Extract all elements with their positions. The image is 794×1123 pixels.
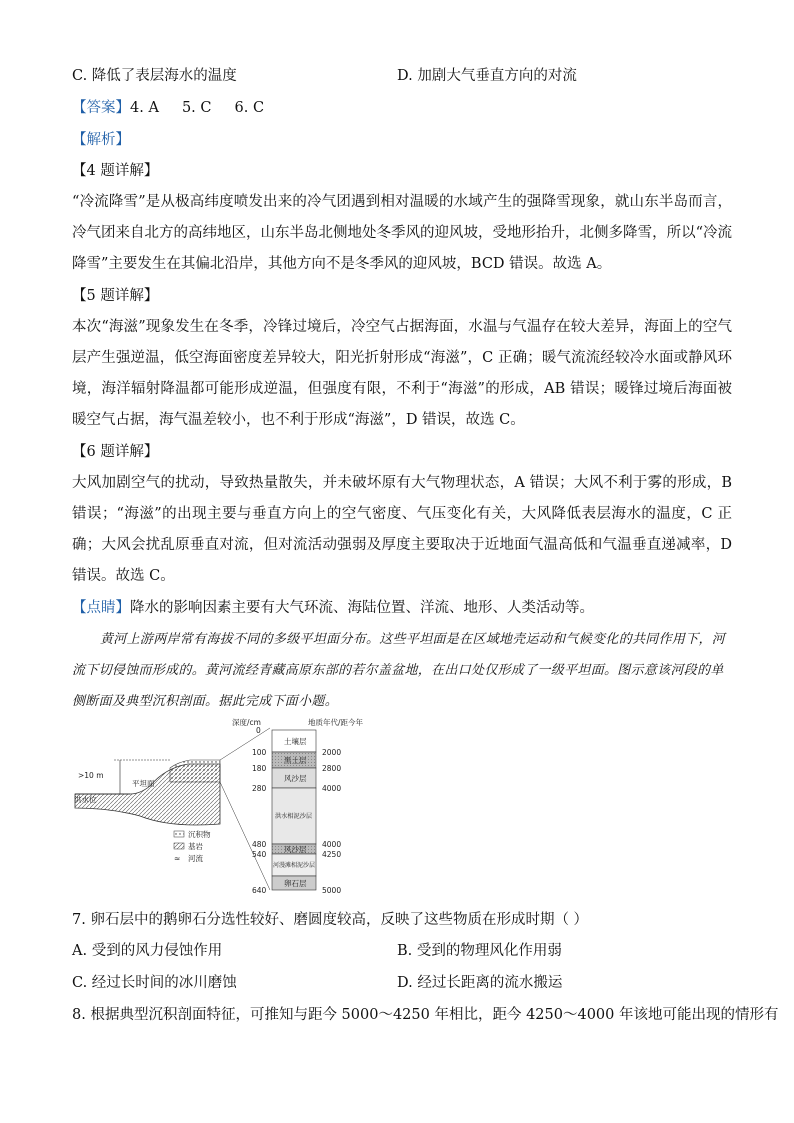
layer-gravel: 卵石层	[284, 879, 307, 888]
analysis-label: 【解析】	[72, 132, 130, 148]
age-tick: 4000	[322, 840, 342, 849]
tip-line	[72, 598, 732, 618]
age-tick: 5000	[322, 886, 342, 895]
depth-tick: 0	[256, 726, 261, 735]
q5-body: 本次“海滋”现象发生在冬季，冷锋过境后，冷空气占据海面，水温与气温存在较大差异，海面上的空气层产生强逆温，低空海面密度差异较大，阳光折射形成“海滋”，C 正确；暖气流流经较冷水面或静风环境，海洋辐射降温都可能形成逆温，但强度有限，不利于“海滋”的形成，AB 错误；暖锋过境后海面被暖空气占据，海气温差较小，也不利于形成“海滋”，D 错误，故选 C。	[72, 319, 732, 428]
q7-option-b: B. 受到的物理风化作用弱	[397, 943, 562, 959]
river-icon: ≈	[174, 854, 181, 863]
height-label: >10 m	[78, 771, 104, 780]
layer-black-soil: 黑土层	[284, 756, 307, 765]
legend-river: 河流	[188, 854, 203, 863]
q6-heading: 【6 题详解】	[72, 444, 159, 460]
river-section-figure	[70, 716, 370, 896]
q4-body: “冷流降雪”是从极高纬度喷发出来的冷气团遇到相对温暖的水域产生的强降雪现象，就山东半岛而言，冷气团来自北方的高纬地区，山东半岛北侧地处冬季风的迎风坡，受地形抬升，北侧多降雪，所以“冷流降雪”主要发生在其偏北沿岸，其他方向不是冬季风的迎风坡，BCD 错误。故选 A。	[72, 194, 732, 272]
legend-bedrock: 基岩	[188, 842, 203, 851]
q8-stem: 8. 根据典型沉积剖面特征，可推知与距今 5000～4250 年相比，距今 4250～4000 年该地可能出现的情形有	[72, 1007, 779, 1023]
age-tick: 4000	[322, 784, 342, 793]
q7-option-d: D. 经过长距离的流水搬运	[397, 975, 563, 991]
answer-label: 【答案】	[72, 100, 130, 116]
tip-body: 降水的影响因素主要有大气环流、海陆位置、洋流、地形、人类活动等。	[130, 600, 594, 616]
layer-aeolian-2: 风沙层	[284, 845, 307, 854]
depth-tick: 280	[252, 784, 267, 793]
q4-heading: 【4 题详解】	[72, 163, 159, 179]
depth-tick: 540	[252, 850, 267, 859]
answer-text: 4. A 5. C 6. C	[130, 100, 265, 116]
q7-option-c: C. 经过长时间的冰川磨蚀	[72, 975, 237, 991]
layer-aeolian-1: 风沙层	[284, 774, 307, 783]
tip-label: 【点睛】	[72, 600, 130, 616]
q5-heading: 【5 题详解】	[72, 288, 159, 304]
depth-tick: 100	[252, 748, 267, 757]
flood-label: 洪水位	[74, 795, 97, 804]
option-c-prev: C. 降低了表层海水的温度	[72, 68, 237, 84]
age-tick: 2800	[322, 764, 342, 773]
answer-line	[72, 98, 732, 118]
depth-tick: 180	[252, 764, 267, 773]
depth-tick: 480	[252, 840, 267, 849]
passage-text: 黄河上游两岸常有海拔不同的多级平坦面分布。这些平坦面是在区域地壳运动和气候变化的共同作用下，河流下切侵蚀而形成的。黄河流经青藏高原东部的若尔盖盆地，在出口处仅形成了一级平坦面。图示意该河段的单侧断面及典型沉积剖面。据此完成下面小题。	[72, 632, 726, 709]
q6-body: 大风加剧空气的扰动，导致热量散失，并未破坏原有大气物理状态，A 错误；大风不利于雾的形成，B 错误；“海滋”的出现主要与垂直方向上的空气密度、气压变化有关，大风降低表层海水的温度，C 正确；大风会扰乱原垂直对流，但对流活动强弱及厚度主要取决于近地面气温高低和气温垂直递减率，D 错误。故选 C。	[72, 475, 732, 584]
flat-label: 平坦面	[132, 779, 155, 788]
layer-soil: 土壤层	[284, 737, 307, 746]
layer-flood: 洪水相泥沙层	[275, 813, 313, 820]
q7-option-a: A. 受到的风力侵蚀作用	[72, 943, 223, 959]
q7-stem: 7. 卵石层中的鹅卵石分选性较好、磨圆度较高，反映了这些物质在形成时期（ ）	[72, 912, 589, 928]
age-tick: 2000	[322, 748, 342, 757]
depth-tick: 640	[252, 886, 267, 895]
age-tick: 4250	[322, 850, 342, 859]
option-d-prev: D. 加剧大气垂直方向的对流	[397, 68, 577, 84]
age-header: 地质年代/距今年	[308, 718, 364, 727]
sediment-shape	[170, 760, 220, 782]
legend-sediment: 沉积物	[188, 830, 211, 839]
depth-header: 深度/cm	[232, 718, 261, 727]
layer-floodplain: 河漫滩相泥沙层	[273, 862, 316, 869]
